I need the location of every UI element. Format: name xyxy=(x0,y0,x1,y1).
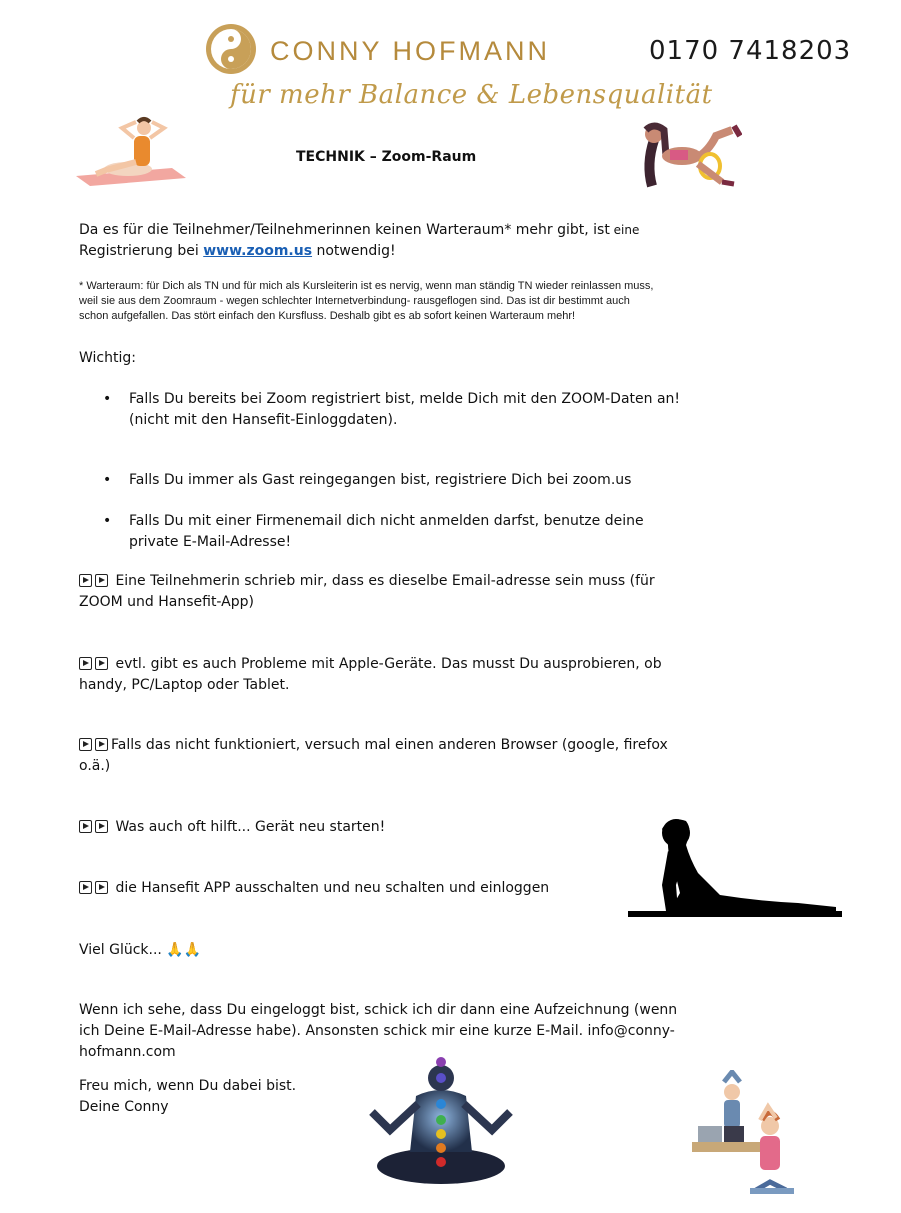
bullet-text-line: Falls Du mit einer Firmenemail dich nicht anmelden darfst, benutze deine xyxy=(129,513,644,529)
bullet-text-line: Falls Du bereits bei Zoom registriert bist, melde Dich mit den ZOOM-Daten an! xyxy=(129,391,681,407)
play-button-icon xyxy=(95,657,108,670)
play-button-icon xyxy=(79,881,92,894)
closing-paragraph xyxy=(79,1000,819,1063)
play-button-icon xyxy=(95,881,108,894)
play-button-icon xyxy=(95,574,108,587)
closing-line: ich Deine E-Mail-Adresse habe). Ansonsten schick mir eine kurze E-Mail. info@conny- xyxy=(79,1023,675,1039)
signoff-line: Deine Conny xyxy=(79,1099,169,1115)
tip-text: handy, PC/Laptop oder Tablet. xyxy=(79,677,290,693)
footnote xyxy=(79,279,819,324)
bullet-icon: • xyxy=(103,391,112,407)
woman-yoga-mat-illustration xyxy=(76,114,188,186)
footnote-line: schon aufgefallen. Das stört einfach den Kursfluss. Deshalb gibt es ab sofort keinen Warteraum mehr! xyxy=(79,310,576,322)
play-button-icon xyxy=(95,738,108,751)
intro-text-2: Registrierung bei xyxy=(79,243,204,259)
tip-paragraph xyxy=(79,735,819,777)
office-stretch-illustration xyxy=(690,1070,802,1200)
play-button-icon xyxy=(79,574,92,587)
brand-tagline: für mehr Balance & Lebensqualität xyxy=(230,80,713,110)
tip-text: Falls das nicht funktioniert, versuch mal einen anderen Browser (google, firefox xyxy=(111,737,668,753)
good-luck-text: Viel Glück... 🙏🙏 xyxy=(79,942,202,958)
bullet-text-line: Falls Du immer als Gast reingegangen bist, registriere Dich bei zoom.us xyxy=(129,472,632,488)
brand-logo xyxy=(200,18,713,118)
tip-paragraph xyxy=(79,654,819,696)
cobra-pose-silhouette xyxy=(628,815,842,921)
play-button-icon xyxy=(79,657,92,670)
tip-paragraph xyxy=(79,571,819,613)
play-button-icon xyxy=(95,820,108,833)
chakra-meditation-illustration xyxy=(360,1056,522,1186)
bullet-text-line: private E-Mail-Adresse! xyxy=(129,534,292,550)
bullet-icon: • xyxy=(103,513,112,529)
tip-text: Was auch oft hilft... Gerät neu starten! xyxy=(111,819,386,835)
signoff-line: Freu mich, wenn Du dabei bist. xyxy=(79,1078,297,1094)
tip-paragraph xyxy=(79,878,605,899)
important-label: Wichtig: xyxy=(79,350,136,366)
tip-text: evtl. gibt es auch Probleme mit Apple-Geräte. Das musst Du ausprobieren, ob xyxy=(111,656,662,672)
intro-paragraph xyxy=(79,220,819,262)
tip-text: o.ä.) xyxy=(79,758,111,774)
closing-line: Wenn ich sehe, dass Du eingeloggt bist, schick ich dir dann eine Aufzeichnung (wenn xyxy=(79,1002,678,1018)
bullet-text-line: (nicht mit den Hansefit-Einloggdaten). xyxy=(129,412,398,428)
footnote-line: weil sie aus dem Zoomraum - wegen schlechter Internetverbindung- rausgeflogen sind. Das ist dir bestimmt auch xyxy=(79,295,630,307)
woman-workout-illustration xyxy=(636,116,742,192)
tip-text: die Hansefit APP ausschalten und neu schalten und einloggen xyxy=(111,880,550,896)
intro-text-1b: eine xyxy=(609,223,640,237)
brand-name: CONNY HOFMANN xyxy=(270,36,551,66)
zoom-link[interactable]: www.zoom.us xyxy=(203,243,313,259)
bullet-icon: • xyxy=(103,472,112,488)
closing-line: hofmann.com xyxy=(79,1044,176,1060)
yin-yang-logo-icon xyxy=(204,22,258,76)
footnote-line: * Warteraum: für Dich als TN und für mich als Kursleiterin ist es nervig, wenn man ständig TN wieder reinlassen muss, xyxy=(79,280,654,292)
phone-number: 0170 7418203 xyxy=(649,36,852,66)
tip-text: ZOOM und Hansefit-App) xyxy=(79,594,254,610)
play-button-icon xyxy=(79,738,92,751)
intro-text-3: notwendig! xyxy=(312,243,396,259)
intro-text-1: Da es für die Teilnehmer/Teilnehmerinnen keinen Warteraum* mehr gibt, ist xyxy=(79,222,610,238)
tip-text: Eine Teilnehmerin schrieb mir, dass es dieselbe Email-adresse sein muss (für xyxy=(111,573,655,589)
page-title: TECHNIK – Zoom-Raum xyxy=(296,149,477,165)
play-button-icon xyxy=(79,820,92,833)
